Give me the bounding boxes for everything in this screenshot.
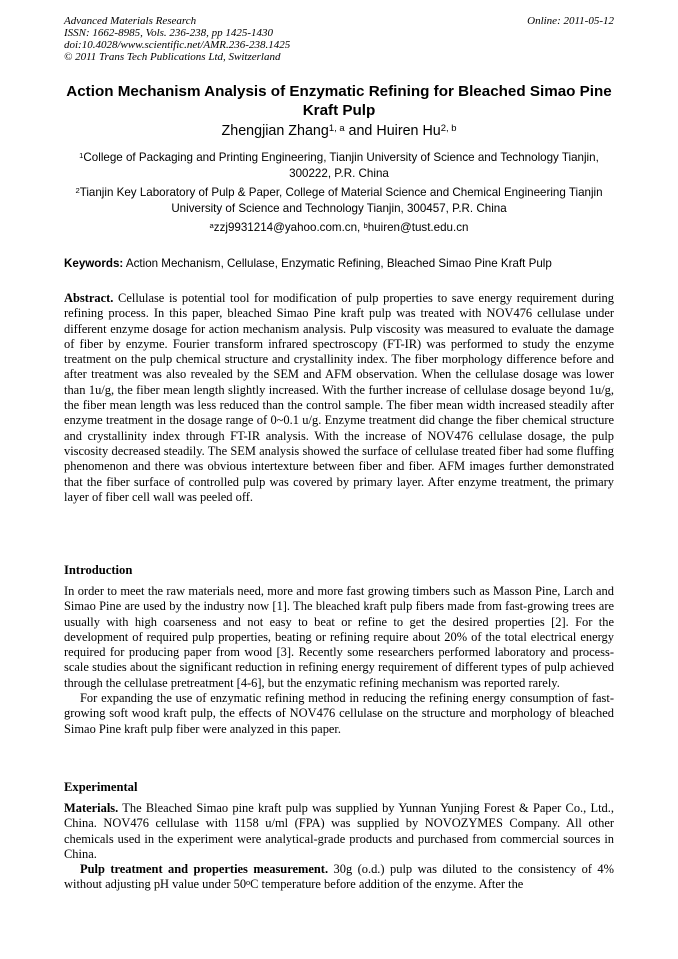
keywords-label: Keywords: (64, 257, 124, 270)
author-2-sup: 2, b (440, 121, 457, 133)
affiliation-1-text: College of Packaging and Printing Engineering, Tianjin University of Science and Technology Tianjin, 300222, P.R. China (83, 151, 599, 180)
email-a: zzj9931214@yahoo.com.cn, (213, 221, 364, 234)
affiliation-1 (64, 150, 614, 181)
affiliation-2 (64, 185, 614, 216)
author-and: and (344, 123, 377, 139)
keywords (64, 256, 614, 271)
introduction-heading: Introduction (64, 563, 133, 577)
abstract-text: Cellulase is potential tool for modification of pulp properties to save energy requirement during refining process. In this paper, bleached Simao Pine kraft pulp was treated with NOV476 cellulase under different enzyme dosage for action mechanism analysis. Pulp viscosity was measured to evaluate the damage of fiber by enzyme. Fourier transform infrared spectroscopy (FT-IR) was performed to study the enzyme treatment on the pulp chemical structure and crystallinity index. The fiber morphology difference before and after treatment was also revealed by the SEM and AFM observation. When the cellulase dosage was lower than 1u/g, the fiber mean length slightly increased. With the further increase of cellulase dosage beyond 1u/g, the fiber mean length was less reduced than the control sample. The fiber mean width increased steadily after enzyme treatment in the dosage range of 0~0.1 u/g. Enzyme treatment did change the fiber chemical structure and crystallinity index through FT-IR analysis. With the increase of NOV476 cellulase dosage, the pulp viscosity decreased steadily. The SEM analysis showed the surface of cellulase treated fiber had some fluffing phenomenon and there was obvious intertexture between fiber and fiber. AFM images further demonstrated that the fiber surface of controlled pulp was covered by primary layer. After enzyme treatment, the primary layer of fiber cell wall was peeled off. (64, 291, 614, 504)
issn-line: ISSN: 1662-8985, Vols. 236-238, pp 1425-1430 (64, 27, 273, 39)
materials-para (64, 801, 614, 862)
materials-text: The Bleached Simao pine kraft pulp was supplied by Yunnan Yunjing Forest & Paper Co., Ltd., China. NOV476 cellulase with 1158 u/ml (FPA) was supplied by NOVOZYMES Company. All other chemicals used in the experiment were analytical-grade products and purchased from commercial sources in China. (64, 801, 614, 861)
introduction-para-2: For expanding the use of enzymatic refining method in reducing the refining energy consumption of fast-growing soft wood kraft pulp, the effects of NOV476 cellulase on the structure and morphology of bleached Simao Pine kraft pulp fiber were analyzed in this paper. (64, 691, 614, 736)
materials-label: Materials. (64, 801, 119, 815)
abstract (64, 291, 614, 505)
email-a-sup: a (209, 220, 214, 230)
pulp-treatment-text-1: 30g (o.d.) pulp was diluted to the consistency of 4% without adjusting pH value under 50 (64, 862, 614, 892)
degree-sup: o (246, 877, 251, 887)
introduction-body (64, 584, 614, 737)
introduction-para-1: In order to meet the raw materials need, more and more fast growing timbers such as Masson Pine, Larch and Simao Pine are used by the industry now [1]. The bleached kraft pulp fibers made from fast-growing trees are usually with high coarseness and not easy to beat or refine to get the desired properties [2]. For the development of required pulp properties, beating or refining require about 20% of the total electrical energy required for producing paper from wood [3]. Recently some researchers performed laboratory and process-scale studies about the significant reduction in refining energy requirement of different types of pulp achieved through the cellulase pretreatment [4-6], but the enzymatic refining mechanism was reported rarely. (64, 584, 614, 690)
copyright-line: © 2011 Trans Tech Publications Ltd, Switzerland (64, 51, 281, 63)
author-1: Zhengjian Zhang (221, 123, 329, 139)
pulp-treatment-para (64, 862, 614, 893)
pulp-treatment-text-2: C temperature before addition of the enzyme. After the (250, 877, 524, 892)
doi-line: doi:10.4028/www.scientific.net/AMR.236-238.1425 (64, 39, 291, 51)
author-2: Huiren Hu (376, 123, 441, 139)
experimental-heading: Experimental (64, 780, 138, 794)
paper-title: Action Mechanism Analysis of Enzymatic Refining for Bleached Simao Pine Kraft Pulp (66, 83, 612, 119)
experimental-body (64, 801, 614, 893)
journal-header (64, 15, 404, 63)
affiliation-2-text: Tianjin Key Laboratory of Pulp & Paper, College of Material Science and Chemical Engineering Tianjin University of Science and Technology Tianjin, 300457, P.R. China (79, 186, 603, 215)
abstract-label: Abstract. (64, 291, 114, 305)
email-b: huiren@tust.edu.cn (367, 221, 469, 234)
keywords-text: Action Mechanism, Cellulase, Enzymatic Refining, Bleached Simao Pine Kraft Pulp (123, 257, 552, 270)
online-date: Online: 2011-05-12 (527, 15, 614, 27)
email-b-sup: b (363, 220, 368, 230)
affiliation-1-sup: 1 (79, 150, 84, 160)
author-line (64, 123, 614, 140)
journal-name: Advanced Materials Research (64, 15, 197, 27)
email-line (64, 220, 614, 236)
author-1-sup: 1, a (328, 121, 345, 133)
pulp-treatment-label: Pulp treatment and properties measurement. (80, 862, 329, 877)
affiliation-2-sup: 2 (75, 185, 80, 195)
